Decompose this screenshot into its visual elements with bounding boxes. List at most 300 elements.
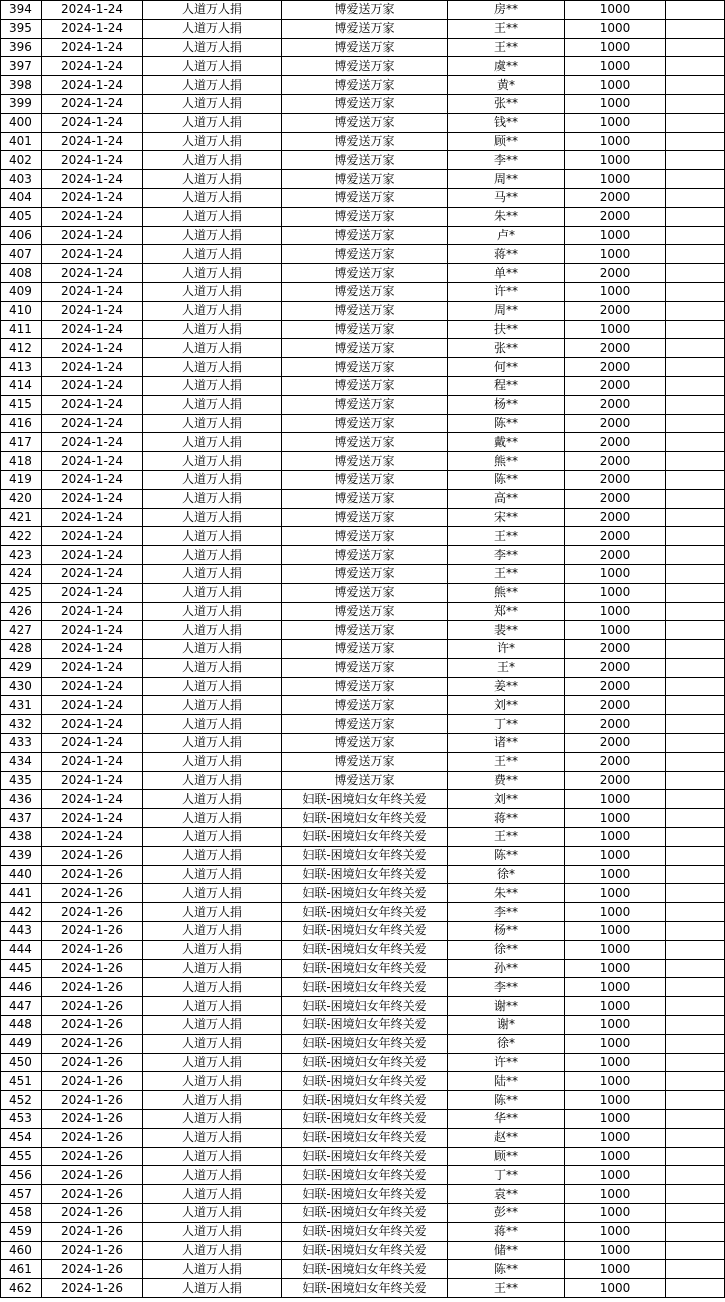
- donation-date: 2024-1-26: [42, 1147, 143, 1166]
- blank-cell: [666, 1091, 725, 1110]
- blank-cell: [666, 358, 725, 377]
- donation-type: 人道万人捐: [143, 564, 282, 583]
- row-number: 424: [1, 564, 42, 583]
- donation-project: 博爱送万家: [282, 132, 448, 151]
- donor-name: 徐*: [448, 865, 565, 884]
- donor-name: 蒋**: [448, 245, 565, 264]
- table-row: [1, 583, 725, 602]
- blank-cell: [666, 245, 725, 264]
- table-row: [1, 1, 725, 20]
- donation-project: 博爱送万家: [282, 245, 448, 264]
- donor-name: 周**: [448, 170, 565, 189]
- donation-amount: 2000: [565, 339, 666, 358]
- table-row: [1, 602, 725, 621]
- donation-project: 博爱送万家: [282, 113, 448, 132]
- donation-type: 人道万人捐: [143, 1091, 282, 1110]
- donation-project: 博爱送万家: [282, 564, 448, 583]
- donation-project: 妇联-困境妇女年终关爱: [282, 1241, 448, 1260]
- row-number: 404: [1, 188, 42, 207]
- row-number: 432: [1, 715, 42, 734]
- donation-date: 2024-1-26: [42, 922, 143, 941]
- row-number: 449: [1, 1034, 42, 1053]
- donation-amount: 1000: [565, 132, 666, 151]
- row-number: 429: [1, 658, 42, 677]
- row-number: 399: [1, 94, 42, 113]
- donor-name: 王**: [448, 38, 565, 57]
- row-number: 457: [1, 1185, 42, 1204]
- donor-name: 袁**: [448, 1185, 565, 1204]
- blank-cell: [666, 94, 725, 113]
- donation-date: 2024-1-26: [42, 1016, 143, 1035]
- donation-amount: 2000: [565, 696, 666, 715]
- row-number: 437: [1, 809, 42, 828]
- donor-name: 王**: [448, 1279, 565, 1298]
- table-row: [1, 489, 725, 508]
- row-number: 423: [1, 546, 42, 565]
- donation-project: 妇联-困境妇女年终关爱: [282, 1034, 448, 1053]
- donation-project: 妇联-困境妇女年终关爱: [282, 1128, 448, 1147]
- donation-date: 2024-1-26: [42, 1091, 143, 1110]
- row-number: 439: [1, 846, 42, 865]
- donation-type: 人道万人捐: [143, 865, 282, 884]
- donation-type: 人道万人捐: [143, 734, 282, 753]
- donation-type: 人道万人捐: [143, 696, 282, 715]
- donation-type: 人道万人捐: [143, 621, 282, 640]
- row-number: 458: [1, 1204, 42, 1223]
- blank-cell: [666, 1222, 725, 1241]
- donation-project: 妇联-困境妇女年终关爱: [282, 940, 448, 959]
- donation-amount: 1000: [565, 19, 666, 38]
- donor-name: 王**: [448, 564, 565, 583]
- blank-cell: [666, 959, 725, 978]
- donation-type: 人道万人捐: [143, 1110, 282, 1129]
- donation-project: 博爱送万家: [282, 19, 448, 38]
- donor-name: 刘**: [448, 790, 565, 809]
- donation-project: 博爱送万家: [282, 546, 448, 565]
- table-row: [1, 207, 725, 226]
- table-row: [1, 170, 725, 189]
- table-row: [1, 264, 725, 283]
- blank-cell: [666, 1166, 725, 1185]
- donation-project: 博爱送万家: [282, 602, 448, 621]
- donor-name: 储**: [448, 1241, 565, 1260]
- donor-name: 单**: [448, 264, 565, 283]
- row-number: 455: [1, 1147, 42, 1166]
- donor-name: 何**: [448, 358, 565, 377]
- donation-project: 博爱送万家: [282, 339, 448, 358]
- donation-date: 2024-1-26: [42, 1204, 143, 1223]
- donation-type: 人道万人捐: [143, 1222, 282, 1241]
- blank-cell: [666, 546, 725, 565]
- donor-name: 诸**: [448, 734, 565, 753]
- blank-cell: [666, 809, 725, 828]
- donation-amount: 1000: [565, 38, 666, 57]
- donation-type: 人道万人捐: [143, 922, 282, 941]
- donation-type: 人道万人捐: [143, 997, 282, 1016]
- donor-name: 虞**: [448, 57, 565, 76]
- donation-amount: 2000: [565, 264, 666, 283]
- row-number: 409: [1, 282, 42, 301]
- donor-name: 朱**: [448, 207, 565, 226]
- row-number: 462: [1, 1279, 42, 1298]
- table-row: [1, 245, 725, 264]
- row-number: 433: [1, 734, 42, 753]
- row-number: 401: [1, 132, 42, 151]
- donation-project: 博爱送万家: [282, 583, 448, 602]
- blank-cell: [666, 339, 725, 358]
- row-number: 407: [1, 245, 42, 264]
- donor-name: 蒋**: [448, 1222, 565, 1241]
- donation-amount: 2000: [565, 301, 666, 320]
- donor-name: 杨**: [448, 922, 565, 941]
- table-row: [1, 546, 725, 565]
- donation-amount: 1000: [565, 583, 666, 602]
- donor-name: 徐*: [448, 1034, 565, 1053]
- donation-date: 2024-1-26: [42, 978, 143, 997]
- donation-date: 2024-1-24: [42, 19, 143, 38]
- row-number: 460: [1, 1241, 42, 1260]
- blank-cell: [666, 1072, 725, 1091]
- table-row: [1, 414, 725, 433]
- donation-type: 人道万人捐: [143, 1034, 282, 1053]
- donation-date: 2024-1-24: [42, 226, 143, 245]
- donation-date: 2024-1-24: [42, 621, 143, 640]
- donation-project: 博爱送万家: [282, 527, 448, 546]
- donation-project: 博爱送万家: [282, 1, 448, 20]
- row-number: 422: [1, 527, 42, 546]
- donation-project: 妇联-困境妇女年终关爱: [282, 978, 448, 997]
- donation-amount: 1000: [565, 884, 666, 903]
- donation-amount: 1000: [565, 809, 666, 828]
- donor-name: 赵**: [448, 1128, 565, 1147]
- blank-cell: [666, 38, 725, 57]
- donation-project: 妇联-困境妇女年终关爱: [282, 1091, 448, 1110]
- blank-cell: [666, 527, 725, 546]
- row-number: 430: [1, 677, 42, 696]
- row-number: 420: [1, 489, 42, 508]
- donation-amount: 1000: [565, 57, 666, 76]
- donor-name: 卢*: [448, 226, 565, 245]
- donation-amount: 2000: [565, 395, 666, 414]
- blank-cell: [666, 771, 725, 790]
- donation-date: 2024-1-24: [42, 264, 143, 283]
- donation-project: 博爱送万家: [282, 170, 448, 189]
- table-row: [1, 903, 725, 922]
- row-number: 436: [1, 790, 42, 809]
- donation-date: 2024-1-26: [42, 1110, 143, 1129]
- donation-type: 人道万人捐: [143, 771, 282, 790]
- donation-date: 2024-1-24: [42, 470, 143, 489]
- donation-amount: 1000: [565, 790, 666, 809]
- blank-cell: [666, 790, 725, 809]
- donation-type: 人道万人捐: [143, 38, 282, 57]
- table-row: [1, 188, 725, 207]
- donation-date: 2024-1-24: [42, 94, 143, 113]
- donation-project: 妇联-困境妇女年终关爱: [282, 959, 448, 978]
- donation-amount: 1000: [565, 113, 666, 132]
- donation-type: 人道万人捐: [143, 1260, 282, 1279]
- donation-type: 人道万人捐: [143, 583, 282, 602]
- donor-name: 戴**: [448, 433, 565, 452]
- donor-name: 陈**: [448, 846, 565, 865]
- donation-date: 2024-1-24: [42, 376, 143, 395]
- donation-amount: 1000: [565, 1091, 666, 1110]
- row-number: 405: [1, 207, 42, 226]
- row-number: 427: [1, 621, 42, 640]
- row-number: 428: [1, 640, 42, 659]
- donation-date: 2024-1-24: [42, 320, 143, 339]
- donation-project: 博爱送万家: [282, 414, 448, 433]
- donation-date: 2024-1-26: [42, 1034, 143, 1053]
- donation-type: 人道万人捐: [143, 57, 282, 76]
- donor-name: 熊**: [448, 452, 565, 471]
- donor-name: 陈**: [448, 414, 565, 433]
- table-row: [1, 696, 725, 715]
- donation-amount: 1000: [565, 978, 666, 997]
- row-number: 400: [1, 113, 42, 132]
- donor-name: 郑**: [448, 602, 565, 621]
- blank-cell: [666, 1185, 725, 1204]
- row-number: 425: [1, 583, 42, 602]
- donation-amount: 1000: [565, 282, 666, 301]
- donation-amount: 2000: [565, 715, 666, 734]
- donation-project: 博爱送万家: [282, 207, 448, 226]
- donation-amount: 1000: [565, 564, 666, 583]
- row-number: 441: [1, 884, 42, 903]
- donation-project: 博爱送万家: [282, 508, 448, 527]
- donation-type: 人道万人捐: [143, 903, 282, 922]
- donation-amount: 1000: [565, 1166, 666, 1185]
- donor-name: 房**: [448, 1, 565, 20]
- donation-type: 人道万人捐: [143, 752, 282, 771]
- table-row: [1, 715, 725, 734]
- table-row: [1, 527, 725, 546]
- row-number: 444: [1, 940, 42, 959]
- table-row: [1, 433, 725, 452]
- row-number: 461: [1, 1260, 42, 1279]
- donation-type: 人道万人捐: [143, 1185, 282, 1204]
- table-row: [1, 94, 725, 113]
- donation-project: 博爱送万家: [282, 658, 448, 677]
- donation-project: 妇联-困境妇女年终关爱: [282, 1222, 448, 1241]
- blank-cell: [666, 207, 725, 226]
- donation-project: 妇联-困境妇女年终关爱: [282, 997, 448, 1016]
- row-number: 459: [1, 1222, 42, 1241]
- donation-project: 博爱送万家: [282, 470, 448, 489]
- table-row: [1, 339, 725, 358]
- blank-cell: [666, 264, 725, 283]
- donor-name: 彭**: [448, 1204, 565, 1223]
- donation-project: 博爱送万家: [282, 57, 448, 76]
- donation-type: 人道万人捐: [143, 940, 282, 959]
- donation-type: 人道万人捐: [143, 1072, 282, 1091]
- table-row: [1, 734, 725, 753]
- donation-type: 人道万人捐: [143, 658, 282, 677]
- blank-cell: [666, 226, 725, 245]
- donation-date: 2024-1-26: [42, 846, 143, 865]
- table-row: [1, 76, 725, 95]
- row-number: 442: [1, 903, 42, 922]
- blank-cell: [666, 113, 725, 132]
- donor-name: 顾**: [448, 132, 565, 151]
- donation-amount: 1000: [565, 997, 666, 1016]
- donation-type: 人道万人捐: [143, 1241, 282, 1260]
- table-row: [1, 997, 725, 1016]
- blank-cell: [666, 978, 725, 997]
- donation-amount: 2000: [565, 771, 666, 790]
- donation-type: 人道万人捐: [143, 978, 282, 997]
- donation-project: 妇联-困境妇女年终关爱: [282, 1016, 448, 1035]
- donation-project: 妇联-困境妇女年终关爱: [282, 846, 448, 865]
- table-row: [1, 508, 725, 527]
- row-number: 419: [1, 470, 42, 489]
- donation-type: 人道万人捐: [143, 395, 282, 414]
- donation-amount: 2000: [565, 414, 666, 433]
- donation-project: 妇联-困境妇女年终关爱: [282, 790, 448, 809]
- donation-project: 妇联-困境妇女年终关爱: [282, 1053, 448, 1072]
- donation-type: 人道万人捐: [143, 677, 282, 696]
- donation-project: 博爱送万家: [282, 715, 448, 734]
- donation-project: 妇联-困境妇女年终关爱: [282, 1204, 448, 1223]
- donation-project: 妇联-困境妇女年终关爱: [282, 1279, 448, 1298]
- donation-date: 2024-1-24: [42, 828, 143, 847]
- blank-cell: [666, 734, 725, 753]
- donor-name: 姜**: [448, 677, 565, 696]
- blank-cell: [666, 940, 725, 959]
- row-number: 421: [1, 508, 42, 527]
- donation-amount: 1000: [565, 1053, 666, 1072]
- donation-date: 2024-1-24: [42, 132, 143, 151]
- blank-cell: [666, 433, 725, 452]
- donation-date: 2024-1-24: [42, 358, 143, 377]
- blank-cell: [666, 846, 725, 865]
- table-row: [1, 1147, 725, 1166]
- table-row: [1, 282, 725, 301]
- blank-cell: [666, 602, 725, 621]
- donor-name: 谢*: [448, 1016, 565, 1035]
- donor-name: 程**: [448, 376, 565, 395]
- blank-cell: [666, 301, 725, 320]
- donation-project: 妇联-困境妇女年终关爱: [282, 828, 448, 847]
- donation-type: 人道万人捐: [143, 94, 282, 113]
- blank-cell: [666, 470, 725, 489]
- blank-cell: [666, 1279, 725, 1298]
- row-number: 454: [1, 1128, 42, 1147]
- donation-project: 妇联-困境妇女年终关爱: [282, 1185, 448, 1204]
- donation-project: 博爱送万家: [282, 640, 448, 659]
- table-row: [1, 301, 725, 320]
- table-row: [1, 1091, 725, 1110]
- donation-amount: 1000: [565, 940, 666, 959]
- donor-name: 王**: [448, 752, 565, 771]
- table-row: [1, 752, 725, 771]
- donation-date: 2024-1-24: [42, 113, 143, 132]
- blank-cell: [666, 395, 725, 414]
- donation-project: 博爱送万家: [282, 489, 448, 508]
- blank-cell: [666, 414, 725, 433]
- table-row: [1, 1016, 725, 1035]
- donation-amount: 1000: [565, 828, 666, 847]
- donation-type: 人道万人捐: [143, 414, 282, 433]
- donation-amount: 1000: [565, 959, 666, 978]
- donation-type: 人道万人捐: [143, 1279, 282, 1298]
- donor-name: 王**: [448, 828, 565, 847]
- donation-type: 人道万人捐: [143, 489, 282, 508]
- table-row: [1, 320, 725, 339]
- table-row: [1, 1166, 725, 1185]
- table-row: [1, 358, 725, 377]
- donation-project: 博爱送万家: [282, 452, 448, 471]
- donation-type: 人道万人捐: [143, 959, 282, 978]
- row-number: 394: [1, 1, 42, 20]
- donation-date: 2024-1-24: [42, 170, 143, 189]
- donation-type: 人道万人捐: [143, 226, 282, 245]
- donation-project: 妇联-困境妇女年终关爱: [282, 1110, 448, 1129]
- donation-amount: 2000: [565, 677, 666, 696]
- donation-date: 2024-1-24: [42, 207, 143, 226]
- blank-cell: [666, 1, 725, 20]
- donation-type: 人道万人捐: [143, 715, 282, 734]
- table-row: [1, 1204, 725, 1223]
- table-row: [1, 1279, 725, 1298]
- donation-amount: 2000: [565, 470, 666, 489]
- donation-date: 2024-1-24: [42, 452, 143, 471]
- blank-cell: [666, 884, 725, 903]
- row-number: 426: [1, 602, 42, 621]
- donation-date: 2024-1-24: [42, 301, 143, 320]
- donation-date: 2024-1-24: [42, 76, 143, 95]
- table-row: [1, 1053, 725, 1072]
- blank-cell: [666, 151, 725, 170]
- donation-type: 人道万人捐: [143, 358, 282, 377]
- donation-project: 博爱送万家: [282, 76, 448, 95]
- donation-type: 人道万人捐: [143, 320, 282, 339]
- donation-amount: 1000: [565, 170, 666, 189]
- donation-amount: 1000: [565, 1, 666, 20]
- donation-date: 2024-1-26: [42, 884, 143, 903]
- donation-amount: 1000: [565, 245, 666, 264]
- row-number: 408: [1, 264, 42, 283]
- blank-cell: [666, 903, 725, 922]
- row-number: 453: [1, 1110, 42, 1129]
- row-number: 443: [1, 922, 42, 941]
- donation-amount: 2000: [565, 489, 666, 508]
- donation-amount: 2000: [565, 188, 666, 207]
- donation-type: 人道万人捐: [143, 132, 282, 151]
- table-row: [1, 978, 725, 997]
- donation-date: 2024-1-24: [42, 564, 143, 583]
- donation-type: 人道万人捐: [143, 433, 282, 452]
- blank-cell: [666, 1016, 725, 1035]
- table-row: [1, 621, 725, 640]
- donor-name: 高**: [448, 489, 565, 508]
- donation-date: 2024-1-26: [42, 1279, 143, 1298]
- table-row: [1, 677, 725, 696]
- donation-type: 人道万人捐: [143, 1016, 282, 1035]
- row-number: 412: [1, 339, 42, 358]
- donation-type: 人道万人捐: [143, 170, 282, 189]
- donation-date: 2024-1-26: [42, 1128, 143, 1147]
- donor-name: 华**: [448, 1110, 565, 1129]
- row-number: 410: [1, 301, 42, 320]
- donation-amount: 1000: [565, 1034, 666, 1053]
- donation-type: 人道万人捐: [143, 1166, 282, 1185]
- donation-amount: 2000: [565, 207, 666, 226]
- row-number: 438: [1, 828, 42, 847]
- donation-date: 2024-1-26: [42, 1053, 143, 1072]
- donation-date: 2024-1-24: [42, 1, 143, 20]
- donation-date: 2024-1-26: [42, 1185, 143, 1204]
